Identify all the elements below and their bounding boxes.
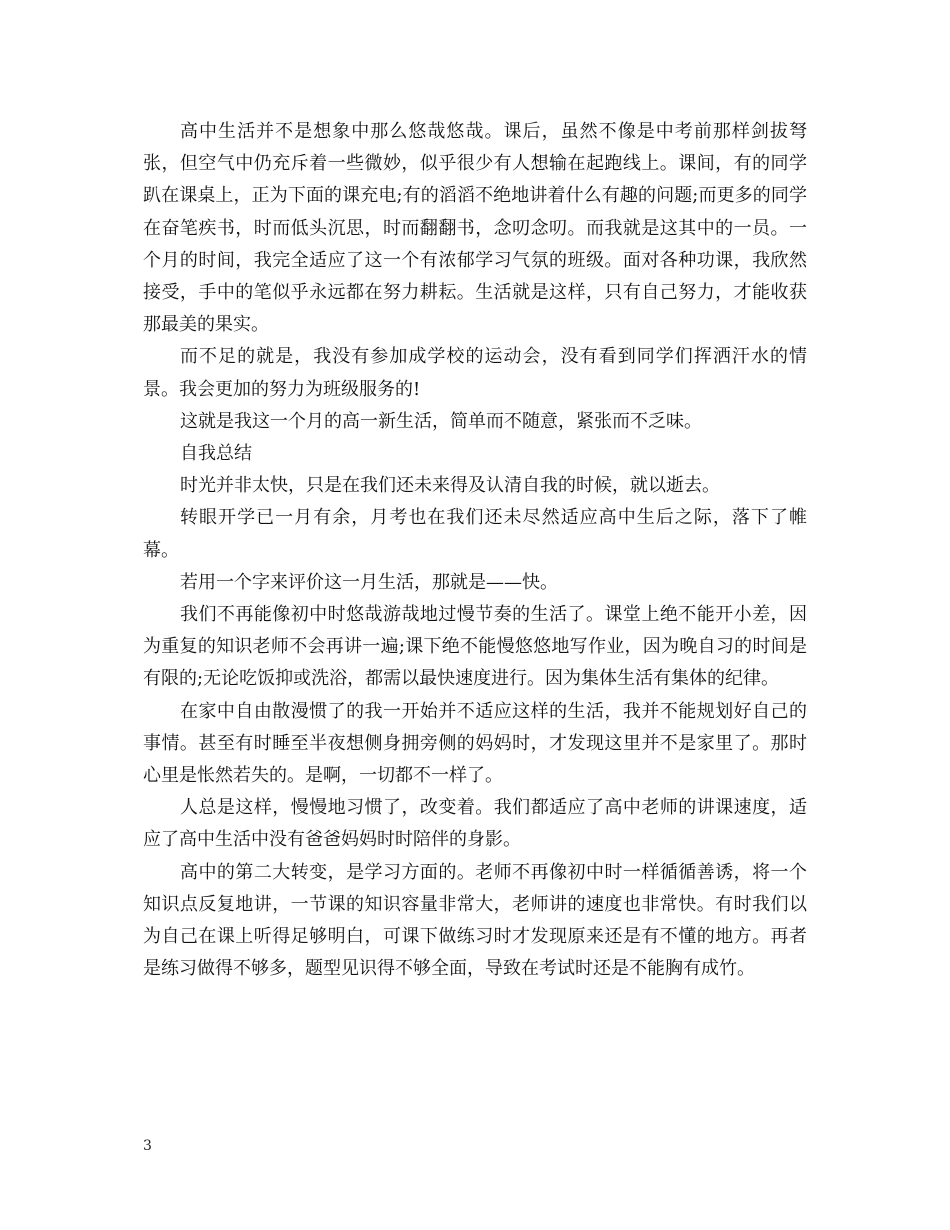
paragraph: 这就是我这一个月的高一新生活，简单而不随意，紧张而不乏味。 — [180, 410, 702, 432]
paragraph: 高中的第二大转变，是学习方面的。老师不再像初中时一样循循善诱，将一个知识点反复地讲，一节课的知识容量非常大，老师讲的速度也非常快。有时我们以为自己在课上听得足够明白，可课下做练习时才发现原来还是有不懂的地方。再者是练习做得不够多，题型见识得不够全面，导致在考试时还是不能胸有成竹。 — [143, 861, 807, 980]
section-heading: 自我总结 — [180, 443, 252, 465]
paragraph: 若用一个字来评价这一月生活，那就是——快。 — [180, 571, 558, 593]
paragraph: 高中生活并不是想象中那么悠哉悠哉。课后，虽然不像是中考前那样剑拔弩张，但空气中仍充斥着一些微妙，似乎很少有人想输在起跑线上。课间，有的同学趴在课桌上，正为下面的课充电;有的滔滔不绝地讲着什么有趣的问题;而更多的同学在奋笔疾书，时而低头沉思，时而翻翻书，念叨念叨。而我就是这其中的一员。一个月的时间，我完全适应了这一个有浓郁学习气氛的班级。面对各种功课，我欣然接受，手中的笔似乎永远都在努力耕耘。生活就是这样，只有自己努力，才能收获那最美的果实。 — [143, 121, 807, 336]
page-number: 3 — [143, 1138, 152, 1154]
paragraph: 转眼开学已一月有余，月考也在我们还未尽然适应高中生后之际，落下了帷幕。 — [143, 507, 807, 561]
paragraph: 人总是这样，慢慢地习惯了，改变着。我们都适应了高中老师的讲课速度，适应了高中生活中没有爸爸妈妈时时陪伴的身影。 — [143, 797, 807, 851]
paragraph: 我们不再能像初中时悠哉游哉地过慢节奏的生活了。课堂上绝不能开小差，因为重复的知识老师不会再讲一遍;课下绝不能慢悠悠地写作业，因为晚自习的时间是有限的;无论吃饭抑或洗浴，都需以最快速度进行。因为集体生活有集体的纪律。 — [143, 604, 807, 690]
paragraph: 在家中自由散漫惯了的我一开始并不适应这样的生活，我并不能规划好自己的事情。甚至有时睡至半夜想侧身拥旁侧的妈妈时，才发现这里并不是家里了。那时心里是怅然若失的。是啊，一切都不一样了。 — [143, 700, 807, 787]
body-text — [143, 116, 807, 985]
paragraph: 而不足的就是，我没有参加成学校的运动会，没有看到同学们挥洒汗水的情景。我会更加的努力为班级服务的! — [143, 346, 807, 400]
paragraph: 时光并非太快，只是在我们还未来得及认清自我的时候，就以逝去。 — [180, 475, 720, 497]
